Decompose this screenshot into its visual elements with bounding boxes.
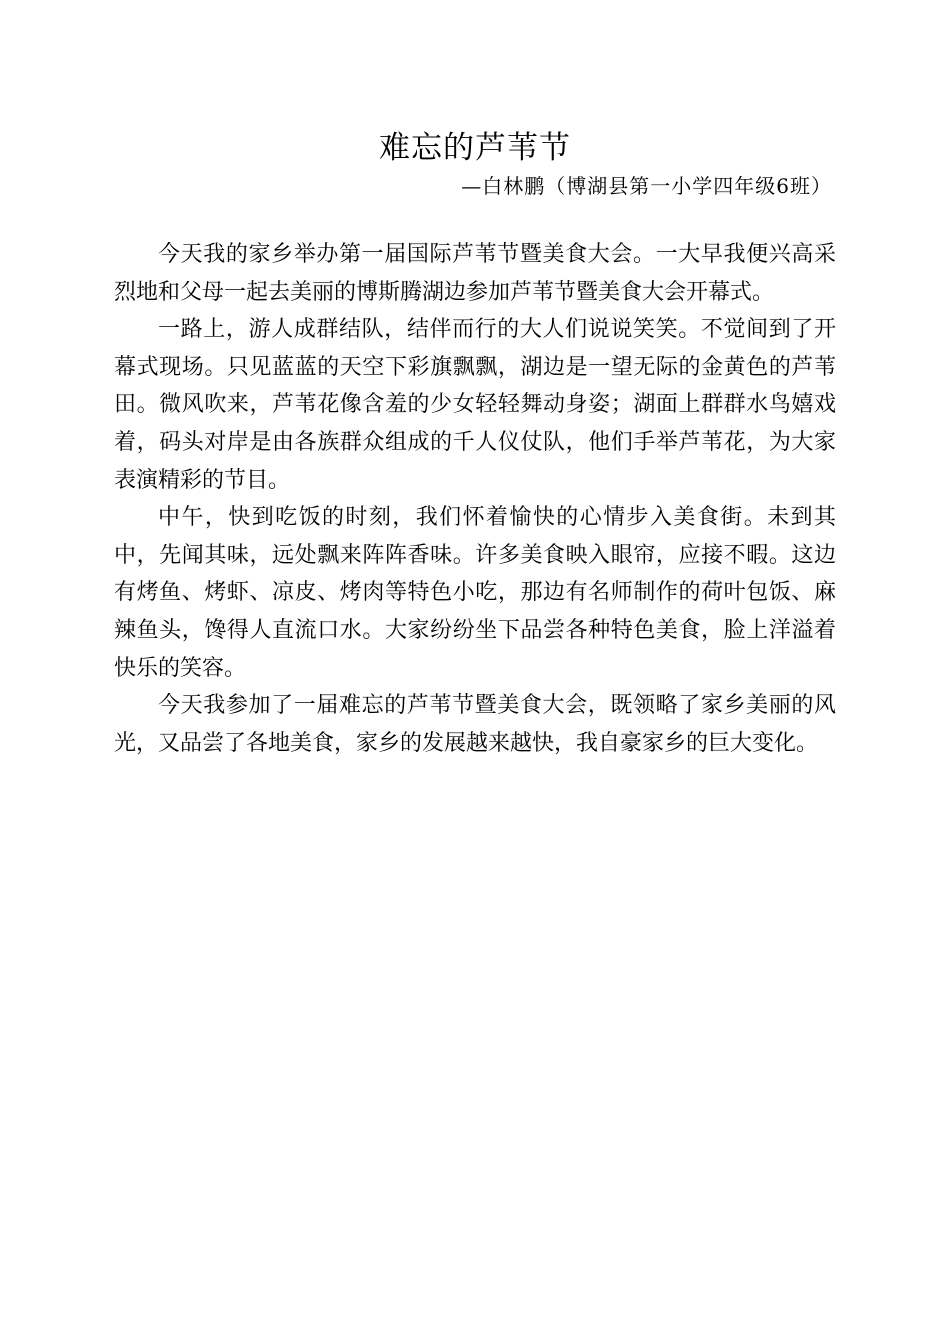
document-page bbox=[114, 124, 836, 762]
document-body bbox=[114, 236, 836, 762]
paragraph-2: 一路上，游人成群结队，结伴而行的大人们说说笑笑。不觉间到了开幕式现场。只见蓝蓝的天空下彩旗飘飘，湖边是一望无际的金黄色的芦苇田。微风吹来，芦苇花像含羞的少女轻轻舞动身姿；湖面上群群水鸟嬉戏着，码头对岸是由各族群众组成的千人仪仗队，他们手举芦苇花，为大家表演精彩的节目。 bbox=[114, 317, 836, 493]
document-title: 难忘的芦苇节 bbox=[379, 130, 571, 166]
author-line: —白林鹏（博湖县第一小学四年级6班） bbox=[461, 174, 832, 198]
paragraph-3: 中午，快到吃饭的时刻，我们怀着愉快的心情步入美食街。未到其中，先闻其味，远处飘来阵阵香味。许多美食映入眼帘，应接不暇。这边有烤鱼、烤虾、凉皮、烤肉等特色小吃，那边有名师制作的荷叶包饭、麻辣鱼头，馋得人直流口水。大家纷纷坐下品尝各种特色美食，脸上洋溢着快乐的笑容。 bbox=[114, 505, 836, 681]
paragraph-1: 今天我的家乡举办第一届国际芦苇节暨美食大会。一大早我便兴高采烈地和父母一起去美丽的博斯腾湖边参加芦苇节暨美食大会开幕式。 bbox=[114, 242, 836, 305]
paragraph-4: 今天我参加了一届难忘的芦苇节暨美食大会，既领略了家乡美丽的风光，又品尝了各地美食，家乡的发展越来越快，我自豪家乡的巨大变化。 bbox=[114, 693, 836, 756]
